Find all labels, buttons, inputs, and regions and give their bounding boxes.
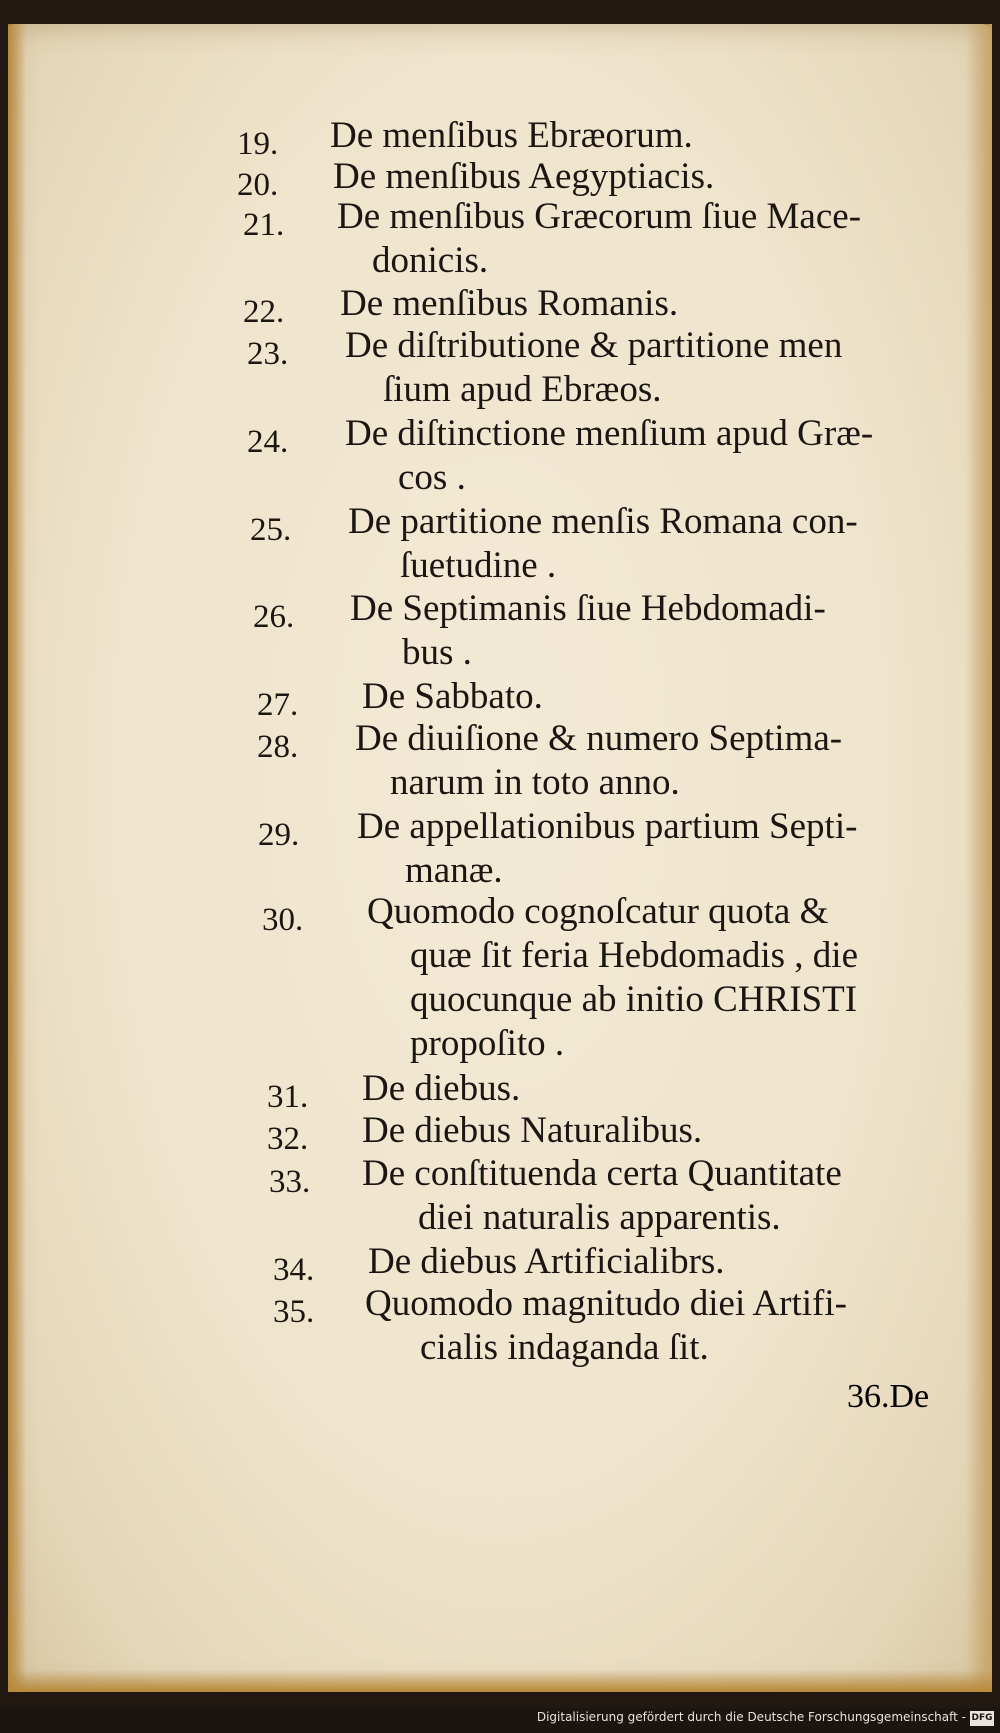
entry-title: De appellationibus partium Septi- bbox=[357, 806, 858, 847]
entry-number: 32. bbox=[267, 1121, 309, 1157]
entry-title: De diebus Naturalibus. bbox=[362, 1110, 703, 1151]
entry-number: 29. bbox=[258, 817, 300, 853]
digitization-footer bbox=[0, 1708, 1000, 1733]
entry-title: De menſibus Romanis. bbox=[340, 283, 679, 324]
entry-title: De conſtituenda certa Quantitate bbox=[362, 1153, 842, 1194]
entry-title: De Septimanis ſiue Hebdomadi- bbox=[350, 588, 826, 629]
entry-title: De Sabbato. bbox=[362, 676, 543, 717]
entry-number: 28. bbox=[257, 729, 299, 765]
entry-title: Quomodo cognoſcatur quota & bbox=[367, 891, 829, 932]
funding-credit: Digitalisierung gefördert durch die Deutsche Forschungsgemeinschaft - bbox=[536, 1710, 966, 1724]
entry-number: 26. bbox=[253, 599, 295, 635]
entry-number: 27. bbox=[257, 687, 299, 723]
entry-title-continuation: quæ ſit feria Hebdomadis , die bbox=[410, 935, 859, 976]
entry-number: 31. bbox=[267, 1079, 309, 1115]
entry-title: De menſibus Aegyptiacis. bbox=[333, 156, 715, 197]
entry-title: De diſtributione & partitione men bbox=[345, 325, 843, 366]
entry-title: De partitione menſis Romana con- bbox=[348, 501, 858, 542]
entry-title-continuation: bus . bbox=[402, 632, 472, 673]
entry-title: De diuiſione & numero Septima- bbox=[355, 718, 843, 759]
entry-title-continuation: cos . bbox=[398, 457, 466, 498]
entry-title-continuation: manæ. bbox=[405, 850, 503, 891]
entry-title: De menſibus Græcorum ſiue Mace- bbox=[337, 196, 862, 237]
entry-number: 23. bbox=[247, 336, 289, 372]
entry-title-continuation: ſium apud Ebræos. bbox=[383, 369, 662, 410]
entry-title: De diſtinctione menſium apud Græ- bbox=[345, 413, 874, 454]
entry-title: De diebus Artificialibrs. bbox=[368, 1241, 725, 1282]
entry-number: 25. bbox=[250, 512, 292, 548]
entry-number: 34. bbox=[273, 1252, 315, 1288]
entry-title-continuation: ſuetudine . bbox=[400, 545, 557, 586]
entry-title: De diebus. bbox=[362, 1068, 521, 1109]
dfg-logo: DFG bbox=[970, 1711, 994, 1726]
entry-number: 35. bbox=[273, 1294, 315, 1330]
entry-number: 22. bbox=[243, 294, 285, 330]
entry-number: 21. bbox=[243, 207, 285, 243]
entry-title-continuation: diei naturalis apparentis. bbox=[418, 1197, 781, 1238]
entry-title-continuation: donicis. bbox=[372, 240, 489, 281]
entry-title-continuation: quocunque ab initio CHRISTI bbox=[410, 979, 858, 1020]
entry-title: De menſibus Ebræorum. bbox=[330, 115, 693, 156]
catchword: 36.De bbox=[847, 1378, 930, 1415]
entry-title-continuation: propoſito . bbox=[410, 1023, 565, 1064]
entry-number: 19. bbox=[237, 126, 279, 162]
entry-number: 30. bbox=[262, 902, 304, 938]
entry-number: 20. bbox=[237, 167, 279, 203]
entry-title-continuation: cialis indaganda ſit. bbox=[420, 1327, 709, 1368]
entry-number: 24. bbox=[247, 424, 289, 460]
entry-title: Quomodo magnitudo diei Artifi- bbox=[365, 1283, 847, 1324]
entry-number: 33. bbox=[269, 1164, 311, 1200]
entry-title-continuation: narum in toto anno. bbox=[390, 762, 680, 803]
